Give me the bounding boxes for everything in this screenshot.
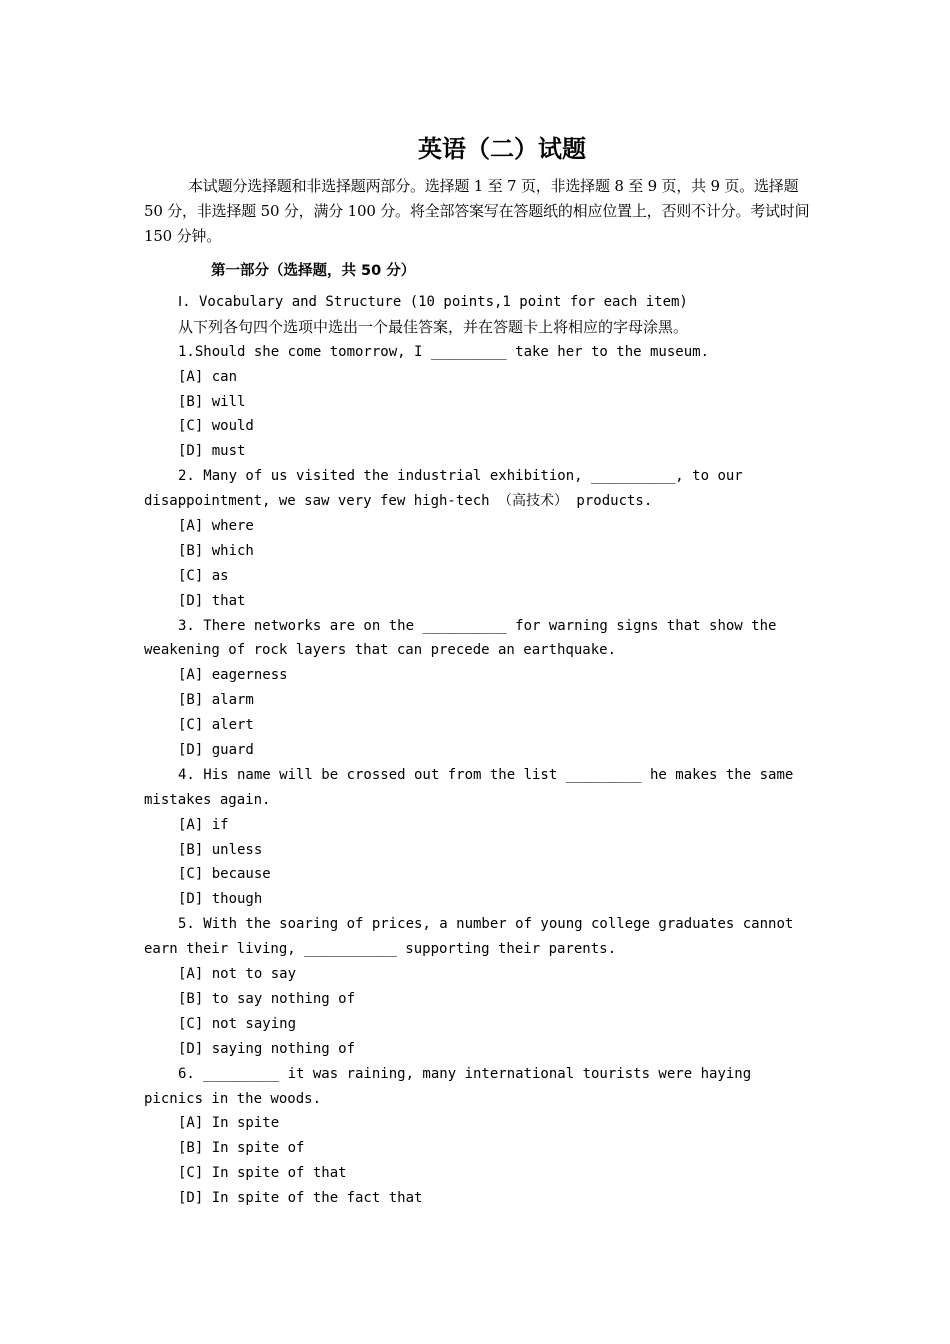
section-instruction: 从下列各句四个选项中选出一个最佳答案，并在答题卡上将相应的字母涂黑。 — [178, 317, 689, 336]
question-6-stem: 6. _________ it was raining, many international tourists were haying — [178, 1065, 752, 1082]
question-2-option-a: [A] where — [178, 518, 254, 535]
question-2-option-c: [C] as — [178, 567, 229, 584]
question-5-option-c: [C] not saying — [178, 1015, 297, 1032]
page-title: 英语（二）试题 — [418, 134, 586, 163]
section-heading: Ⅰ. Vocabulary and Structure (10 points,1 point for each item) — [178, 294, 688, 310]
question-2-stem: 2. Many of us visited the industrial exhibition, __________, to our — [178, 468, 743, 485]
question-6-option-a: [A] In spite — [178, 1115, 280, 1132]
question-2-option-d: [D] that — [178, 592, 246, 609]
question-5-option-a: [A] not to say — [178, 966, 297, 983]
question-1-stem: 1.Should she come tomorrow, I _________ take her to the museum. — [178, 343, 710, 360]
question-4-option-c: [C] because — [178, 866, 271, 883]
question-3-stem-cont: weakening of rock layers that can precede an earthquake. — [144, 642, 617, 659]
part-one-heading: 第一部分（选择题，共 50 分） — [211, 263, 416, 279]
question-3-option-a: [A] eagerness — [178, 667, 288, 684]
question-5-option-b: [B] to say nothing of — [178, 990, 356, 1007]
intro-paragraph: 本试题分选择题和非选择题两部分。选择题 1 至 7 页，非选择题 8 至 9 页，共 9 页。选择题 50 分，非选择题 50 分，满分 100 分。将全部答案写在答题纸的相应位置上，否则不计分。考试时间 150 分钟。 — [144, 177, 810, 245]
question-1-option-c: [C] would — [178, 418, 254, 435]
question-1-option-a: [A] can — [178, 368, 238, 385]
question-6-stem-cont: picnics in the woods. — [144, 1090, 322, 1107]
question-3-option-c: [C] alert — [178, 717, 254, 734]
question-5-stem: 5. With the soaring of prices, a number of young college graduates cannot — [178, 916, 794, 933]
question-3-option-b: [B] alarm — [178, 692, 254, 709]
question-4-stem-cont: mistakes again. — [144, 791, 271, 808]
question-2-option-b: [B] which — [178, 542, 254, 559]
question-4-option-a: [A] if — [178, 816, 229, 833]
question-1-option-d: [D] must — [178, 443, 246, 460]
question-6-option-c: [C] In spite of that — [178, 1165, 347, 1182]
question-6-option-d: [D] In spite of the fact that — [178, 1190, 423, 1207]
question-6-option-b: [B] In spite of — [178, 1140, 305, 1157]
question-5-option-d: [D] saying nothing of — [178, 1040, 356, 1057]
question-2-stem-cont: disappointment, we saw very few high-tech （高技术） products. — [144, 493, 653, 510]
question-4-stem: 4. His name will be crossed out from the list _________ he makes the same — [178, 766, 794, 783]
question-1-option-b: [B] will — [178, 393, 246, 410]
question-4-option-d: [D] though — [178, 891, 263, 908]
question-list — [144, 290, 810, 1211]
question-3-stem: 3. There networks are on the __________ for warning signs that show the — [178, 617, 777, 634]
question-5-stem-cont: earn their living, ___________ supporting their parents. — [144, 941, 617, 958]
question-3-option-d: [D] guard — [178, 742, 254, 759]
question-4-option-b: [B] unless — [178, 841, 263, 858]
